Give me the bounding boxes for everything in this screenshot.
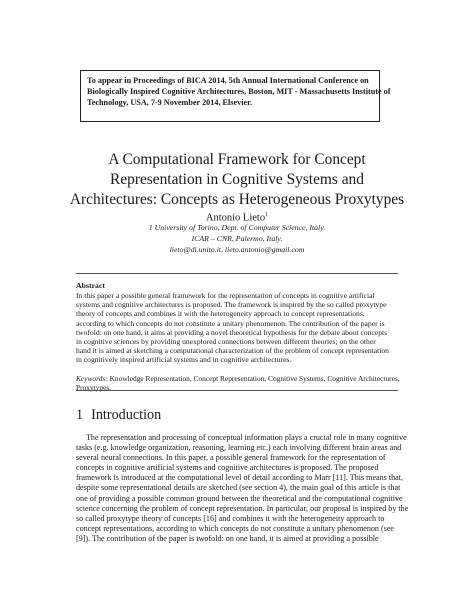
abstract-line: in cognitively inspired artificial systems and in cognitive architectures. <box>76 355 292 365</box>
author-emails: lieto@di.unito.it, lieto.antonio@gmail.com <box>169 245 305 254</box>
abstract-line: In this paper a possible general framework for the representation of concepts in cognitive artificial <box>76 291 375 300</box>
abstract-top-rule <box>76 273 398 274</box>
section-heading <box>76 406 161 424</box>
body-line: several neural connections. In this paper, a possible general framework for the representation of <box>76 453 386 463</box>
title-line: A Computational Framework for Concept <box>108 151 366 168</box>
keywords-label: Keywords: <box>76 374 108 383</box>
body-line: [9]). The contribution of the paper is twofold: on one hand, it is aimed at providing a possible <box>76 533 379 543</box>
author-affiliation-marker: 1 <box>265 212 269 218</box>
affiliation-line: ICAR – CNR, Palermo, Italy. <box>191 234 283 243</box>
title-line: Architectures: Concepts as Heterogeneous Proxytypes <box>69 191 405 208</box>
abstract-line: according to which concepts do not constitute a unitary phenomenon. The contribution of the paper is <box>76 318 385 328</box>
abstract-heading: Abstract <box>76 281 106 290</box>
abstract-line: in cognitive sciences by providing unexplored connections between different theories; on the other <box>76 337 376 347</box>
section-title: Introduction <box>91 407 162 423</box>
body-line: The representation and processing of conceptual information plays a crucial role in many cognitive <box>76 433 407 442</box>
abstract-line: hand it is aimed at sketching a computational characterization of the problem of concept representation <box>76 346 389 356</box>
notice-line: To appear in Proceedings of BICA 2014, 5th Annual International Conference on <box>87 76 369 85</box>
affiliation-block <box>40 222 434 255</box>
author-name: Antonio Lieto <box>205 212 266 224</box>
notice-line: Technology, USA, 7-9 November 2014, Elsevier. <box>87 98 253 108</box>
keywords-line <box>76 374 398 383</box>
abstract-line: systems and cognitive architectures is proposed. The framework is inspired by the so called proxytype <box>76 300 387 310</box>
body-line: concepts in cognitive artificial systems and cognitive architectures is proposed. The proposed <box>76 463 379 473</box>
keywords-text: Knowledge Representation, Concept Representation, Cognitive Systems, Cognitive Architectures, <box>107 374 400 383</box>
paper-title <box>40 150 434 210</box>
notice-line: Biologically Inspired Cognitive Architectures, Boston, MIT - Massachusetts Institute of <box>87 87 391 97</box>
abstract-body <box>76 291 398 365</box>
keywords-line: Proxytypes. <box>76 383 112 393</box>
body-line: science concerning the problem of concept representation. In particular, our proposal is inspired by the <box>76 503 409 513</box>
body-line: concept representations, according to which concepts do not constitute a unitary phenomenon (see <box>76 523 395 533</box>
introduction-body <box>76 433 409 544</box>
abstract-line: twofold: on one hand, it aims at providing a novel theoretical hypothesis for the debate about concepts <box>76 327 388 337</box>
title-line: Representation in Cognitive Systems and <box>110 171 364 188</box>
body-line: tasks (e.g. knowledge organization, reasoning, learning etc.) each involving different brain areas and <box>76 443 402 453</box>
abstract-bottom-rule <box>76 390 398 391</box>
body-line: one of providing a possible common ground between the theoretical and the computational cognitive <box>76 493 403 503</box>
body-line: so called proxytype theory of concepts [16] and combines it with the heterogeneity approach to <box>76 513 385 523</box>
body-line: despite some representational details are sketched (see section 4), the main goal of this article is that <box>76 483 401 493</box>
affiliation-line: 1 University of Torino, Dept. of Computer Science, Italy. <box>148 223 326 232</box>
abstract-line: theory of concepts and combines it with the heterogeneity approach to concept representations, <box>76 309 365 319</box>
publication-notice-box <box>80 70 391 122</box>
body-line: framework is introduced at the computational level of detail according to Marr [11]. This means that, <box>76 473 404 483</box>
section-number: 1 <box>76 407 84 423</box>
